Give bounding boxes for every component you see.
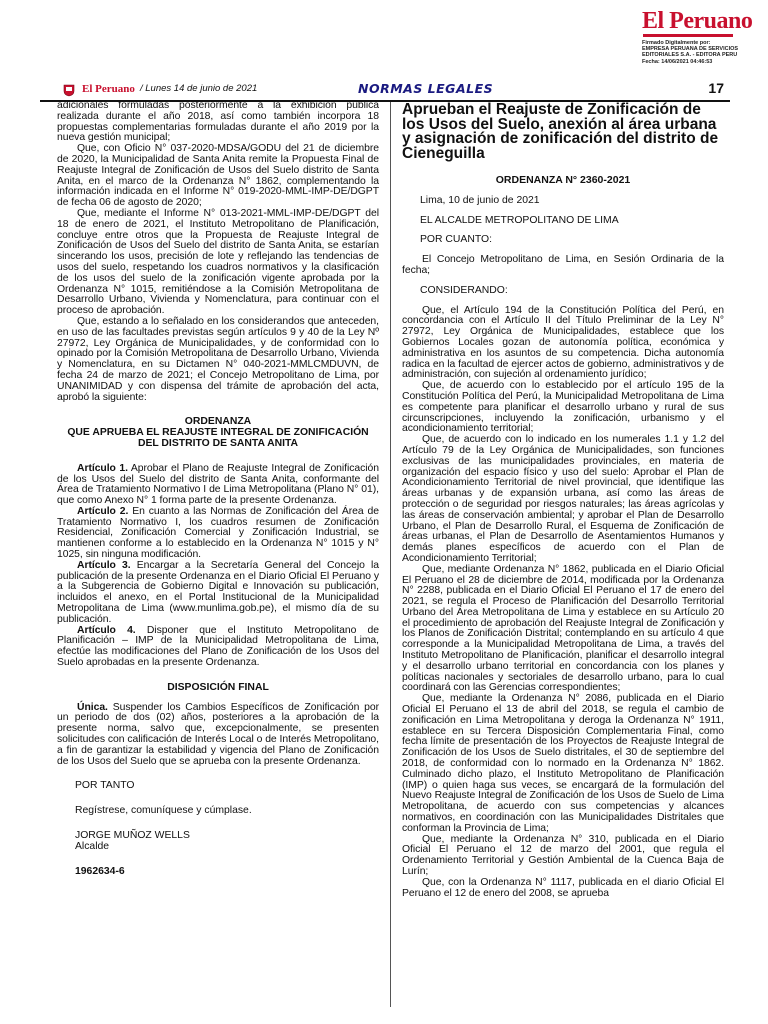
paragraph: Que, mediante el Informe N° 013-2021-MML-IMP-DE/DGPT del 18 de enero de 2021, el Instituto Metropolitano de Planificación, concluye entre otros que la Propuesta de Reajuste Integral de Zonificación de Usos del Suelo del distrito de Santa Anita, se estarían sincerando los usos, precisión de lote y reflejando las tendencias de usos del suelo, respetando los cuadros normativos y la clasificación de los usos del suelo de la zonificación vigente aprobada por la Ordenanza N° 1015, remitiéndose a la Comisión Metropolitana de Desarrollo Urbano, Vivienda y Nomenclatura, para continuar con el proceso de aprobación. — [57, 207, 379, 317]
article-label: Artículo 1. — [77, 462, 128, 474]
publication-code: 1962634-6 — [75, 865, 125, 877]
right-column — [402, 103, 724, 899]
paragraph: Que, mediante la Ordenanza N° 2086, publicada en el Diario Oficial El Peruano el 13 de abril del 2018, se regula el cambio de zonificación en Lima Metropolitana y deroga la Ordenanza N° 1911, establece en su Tercera Disposición Complementaria Final, como fecha límite de presentación de los Proyectos de Reajuste Integral de Zonificación de los Usos de Suelo distritales, el 30 de septiembre del 2018, de conformidad con lo normado en la Ordenanza N° 1862. Culminado dicho plazo, el Instituto Metropolitano de Planificación (IMP) o quien haga sus veces, se encargará de la formulación del Nuevo Reajuste Integral de Zonificación de los Usos de Suelo de Lima Metropolitana, de acuerdo con sus competencias y alcances normativos, en coordinación con las Municipalidades Distritales que conforman la Provincia de Lima; — [402, 693, 724, 834]
coat-of-arms-icon — [62, 83, 76, 97]
considerando: CONSIDERANDO: — [420, 284, 508, 296]
article-text: Disponer que el Instituto Metropolitano de Planificación – IMP de la Municipalidad Metropolitana de Lima, efectúe las modificaciones del Plano de Zonificación de los Usos del Suelo aprobadas en la presente Ordenanza. — [57, 624, 379, 669]
ordinance-subheading: QUE APRUEBA EL REAJUSTE INTEGRAL DE ZONIFICACIÓN DEL DISTRITO DE SANTA ANITA — [67, 427, 369, 449]
article-label: Artículo 4. — [77, 624, 136, 636]
paragraph: Que, mediante la Ordenanza N° 310, publicada en el Diario Oficial El Peruano el 12 de marzo del 2001, que regula el Ordenamiento Territorial y Gestión Ambiental de la Cuenca Baja de Lurín; — [402, 833, 724, 878]
article-2 — [57, 507, 379, 561]
disposition-label: Única. — [77, 701, 108, 713]
digital-signature-note — [642, 40, 738, 65]
el-peruano-logo: El Peruano — [642, 8, 753, 34]
header-date: / Lunes 14 de junio de 2021 — [140, 83, 258, 94]
article-title: Aprueban el Reajuste de Zonificación de los Usos del Suelo, anexión al área urbana y asignación de zonificación del distrito de Cieneguilla — [402, 101, 719, 162]
article-text: En cuanto a las Normas de Zonificación del Área de Tratamiento Normativo I, los cuadros resumen de Zonificación Residencial, Zonificación Comercial y Zonificación Industrial, se mantienen conforme a lo establecido en la Ordenanza N° 1015 y N° 1025, sin ninguna modificación. — [57, 505, 379, 561]
section-title: NORMAS LEGALES — [358, 81, 494, 96]
unica-disposition — [57, 703, 379, 768]
page-header — [40, 80, 730, 102]
article-text: Encargar a la Secretaría General del Concejo la publicación de la presente Ordenanza en el Diario Oficial El Peruano y a la Subgerencia de Gobierno Digital e Innovación su publicación, incluidos el anexo, en el Portal Institucional de la Municipalidad Metropolitana de Lima (www.munlima.gob.pe), el mismo día de su publicación. — [57, 559, 379, 625]
paragraph: El Concejo Metropolitano de Lima, en Sesión Ordinaria de la fecha; — [402, 254, 724, 276]
mayor-line: EL ALCALDE METROPOLITANO DE LIMA — [420, 214, 619, 226]
paragraph: Que, con Oficio N° 037-2020-MDSA/GODU del 21 de diciembre de 2020, la Municipalidad de Santa Anita remite la Propuesta Final de Reajuste Integral de Zonificación de Usos del Suelo distrito de Santa Anita, en el marco de la Ordenanza N° 1862, complementando la información indicada en el Informe N° 019-2020-MML-IMP-DE/DGPT de fecha 06 de agosto de 2020; — [57, 143, 379, 209]
paragraph: Que, estando a lo señalado en los considerandos que anteceden, en uso de las facultades previstas según artículos 9 y 40 de la Ley Nº 27972, Ley Orgánica de Municipalidades, y de conformidad con lo opinado por la Comisión Metropolitana de Desarrollo Urbano, Vivienda y Nomenclatura, en su Dictamen N° 040-2021-MMLCMDUVN, de fecha 24 de marzo de 2021; el Concejo Metropolitano de Lima, por UNANIMIDAD y con dispensa del trámite de aprobación del acta, aprobó la siguiente: — [57, 315, 379, 403]
signature-line: Fecha: 14/06/2021 04:46:53 — [642, 58, 713, 65]
paragraph: adicionales formuladas posteriormente a la exhibición pública realizada durante el año 2018, así como también incorpora 18 propuestas complementarias formuladas durante el año 2019 por la nueva gestión municipal; — [57, 100, 379, 144]
paragraph: Que, mediante Ordenanza N° 1862, publicada en el Diario Oficial El Peruano el 28 de diciembre de 2014, modificada por la Ordenanza N° 2288, publicada en el Diario Oficial El Peruano el 17 de enero del 2021, se regula el Proceso de Planificación del Desarrollo Territorial Urbano del Área Metropolitana de Lima y establece en su Artículo 20 el procedimiento de aprobación del Reajuste Integral de Zonificación y los Planos de Zonificación Distrital; contemplando en su artículo 4 que corresponde a la Municipalidad Metropolitana de Lima, a través del Instituto Metropolitano de Planificación, planificar el desarrollo integral y el desarrollo urbano territorial en concordancia con los planes y políticas nacionales y sectoriales de desarrollo urbano, para lo cual coordinará con las Gerencias correspondientes; — [402, 563, 724, 694]
por-cuanto: POR CUANTO: — [420, 234, 492, 246]
article-3 — [57, 561, 379, 626]
date-line: Lima, 10 de junio de 2021 — [420, 194, 540, 206]
article-4 — [57, 626, 379, 669]
ordinance-number: ORDENANZA N° 2360-2021 — [495, 174, 631, 186]
article-text: Aprobar el Plano de Reajuste Integral de Zonificación de los Usos del Suelo del distrito de Santa Anita, conformante del Área de Tratamiento Normativo I de Lima Metropolitana (Plano N° 01), que como Anexo N° 1 forma parte de la presente Ordenanza. — [57, 462, 379, 507]
paragraph: Que, con la Ordenanza N° 1117, publicada en el diario Oficial El Peruano el 12 de enero del 2008, se aprueba — [402, 876, 724, 899]
signer-name: JORGE MUÑOZ WELLS — [75, 830, 190, 842]
paragraph: Que, de acuerdo con lo establecido por el artículo 195 de la Constitución Política del Perú, la Municipalidad Metropolitana de Lima es competente para planificar el desarrollo urbano y rural de sus circunscripciones, incluyendo la zonificación, urbanismo y el acondicionamiento territorial; — [402, 380, 724, 435]
final-disposition-heading: DISPOSICIÓN FINAL — [167, 681, 269, 693]
article-label: Artículo 3. — [77, 559, 131, 571]
signature-line: Firmado Digitalmente por: — [642, 40, 711, 46]
signer-title: Alcalde — [75, 840, 110, 852]
ordinance-heading: ORDENANZA — [184, 416, 252, 428]
article-1 — [57, 464, 379, 507]
disposition-text: Suspender los Cambios Específicos de Zonificación por un periodo de dos (02) años, posteriores a la aprobación de la presente norma, salvo que, excepcionalmente, se presenten solicitudes con calificación de Interés Local o de Interés Metropolitano, a fin de garantizar la estabilidad y vigencia del Plano de Zonificación de los Usos del Suelo que se aprueba con la presente Ordenanza. — [57, 701, 379, 767]
por-tanto: POR TANTO — [75, 780, 135, 792]
paragraph: Que, de acuerdo con lo indicado en los numerales 1.1 y 1.2 del Artículo 79 de la Ley Orgánica de Municipalidades, son funciones exclusivas de las municipalidades provinciales, en materia de organización del espacio físico y uso del suelo: Aprobar el Plan de Acondicionamiento Territorial de nivel provincial, que identifique las áreas urbanas y de expansión urbana, así como las áreas de protección o de seguridad por riesgos naturales; las áreas agrícolas y las áreas de conservación ambiental; y aprobar el Plan de Desarrollo Urbano, el Plan de Desarrollo Rural, el Esquema de Zonificación de áreas urbanas, el Plan de Desarrollo de Asentamientos Humanos y demás planes específicos de acuerdo con el Plan de Acondicionamiento Territorial; — [402, 434, 724, 564]
column-divider — [390, 102, 391, 1007]
registrese-line: Regístrese, comuníquese y cúmplase. — [75, 805, 252, 817]
article-label: Artículo 2. — [77, 505, 129, 517]
logo-underline — [643, 34, 733, 37]
header-brand: El Peruano — [82, 83, 135, 95]
page-number: 17 — [708, 80, 724, 96]
left-column — [57, 101, 379, 877]
signature-line: EMPRESA PERUANA DE SERVICIOS — [642, 46, 739, 53]
paragraph: Que, el Artículo 194 de la Constitución Política del Perú, en concordancia con el Artículo II del Título Preliminar de la Ley N° 27972, Ley Orgánica de Municipalidades, establece que los Gobiernos Locales gozan de autonomía política, económica y administrativa en los asuntos de su competencia. Dicha autonomía radica en la facultad de ejercer actos de gobierno, administrativos y de administración, con sujeción al ordenamiento jurídico; — [402, 304, 724, 381]
signature-line: EDITORIALES S.A. - EDITORA PERU — [642, 52, 738, 59]
